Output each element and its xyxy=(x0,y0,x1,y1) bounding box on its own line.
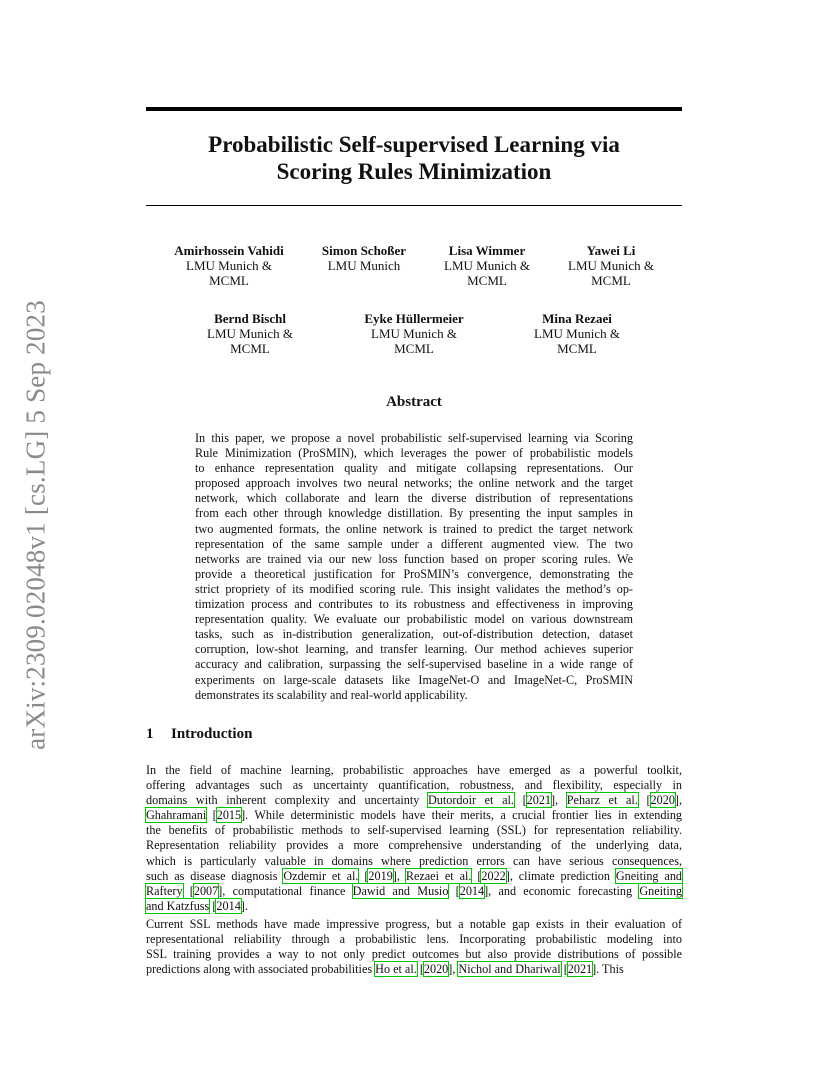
text-run: domains with inherent complexity and uncertainty xyxy=(146,793,428,808)
citation-link[interactable]: Ho et al. xyxy=(375,962,417,977)
abstract-line: corruption, low-shot learning, and transfer learning. Our method achieves superior xyxy=(195,642,633,657)
abstract-line: Rule Minimization (ProSMIN), which leverages the power of probabilistic models xyxy=(195,446,633,461)
author-affiliation: MCML xyxy=(467,273,507,288)
text-run: ]. This xyxy=(592,962,624,977)
section-number: 1 xyxy=(146,726,154,742)
abstract-line: In this paper, we propose a novel probabilistic self-supervised learning via Scoring xyxy=(195,431,633,445)
abstract-line: accuracy and calibration, surpassing the self-supervised baseline in a wide range of xyxy=(195,657,633,672)
text-run: [ xyxy=(560,962,568,977)
citation-link[interactable]: Rezaei et al. xyxy=(405,868,472,883)
title-top-rule xyxy=(146,107,682,111)
author-name: Lisa Wimmer xyxy=(448,243,526,258)
title-line: Scoring Rules Minimization xyxy=(276,159,552,184)
title-bottom-rule xyxy=(146,205,682,206)
abstract-line: network, which collaborate and learn the diverse distribution of representations xyxy=(195,491,633,506)
citation-link[interactable]: Dutordoir et al. xyxy=(427,793,514,808)
paragraph-line xyxy=(146,869,682,884)
text-run: ]. While deterministic models have their merits, a crucial frontier lies in extending xyxy=(241,808,683,823)
text-run: [ xyxy=(448,883,460,898)
author-block xyxy=(309,243,419,273)
paragraph-line xyxy=(146,947,682,962)
author-affiliation: LMU Munich & xyxy=(534,326,620,341)
text-run: In the field of machine learning, probabilistic approaches have emerged as a powerful toolkit, xyxy=(146,763,682,777)
abstract-line: experiments on large-scale datasets like ImageNet-O and ImageNet-C, ProSMIN xyxy=(195,672,633,687)
citation-link[interactable]: 2007 xyxy=(193,883,219,898)
paragraph-line xyxy=(146,962,682,977)
author-block xyxy=(349,311,479,356)
arxiv-side-stamp xyxy=(21,295,51,755)
text-run: ], and economic forecasting xyxy=(484,883,640,898)
author-affiliation: LMU Munich & xyxy=(186,258,272,273)
text-run: SSL training provides a way to not only predict outcomes but also provide distributions of possible xyxy=(146,947,682,962)
paragraph-line xyxy=(146,884,682,899)
citation-link[interactable]: 2021 xyxy=(526,793,552,808)
author-block xyxy=(174,243,284,288)
abstract-body xyxy=(195,431,633,703)
citation-link[interactable]: Nichol and Dhariwal xyxy=(458,962,561,977)
text-run: [ xyxy=(206,808,217,823)
abstract-heading: Abstract xyxy=(386,394,442,410)
abstract-line: networks are trained via our new loss function based on proper scoring rules. We xyxy=(195,551,633,566)
text-run: representational reliability through a probabilistic lens. Incorporating probabilistic modeling into xyxy=(146,932,682,947)
text-run: [ xyxy=(416,962,424,977)
author-affiliation: MCML xyxy=(209,273,249,288)
citation-link[interactable]: 2014 xyxy=(216,898,241,913)
paragraph-line xyxy=(146,917,682,932)
text-run: ], xyxy=(551,793,567,808)
citation-link[interactable]: and Katzfuss xyxy=(146,898,210,913)
citation-link[interactable]: Gneiting and xyxy=(615,868,683,883)
author-affiliation: MCML xyxy=(557,341,597,356)
author-affiliation: MCML xyxy=(230,341,270,356)
text-run: offering advantages such as uncertainty quantification, robustness, and flexibility, especially in xyxy=(146,778,682,793)
section-title: Introduction xyxy=(171,726,253,742)
citation-link[interactable]: 2014 xyxy=(459,883,485,898)
citation-link[interactable]: 2020 xyxy=(423,962,449,977)
author-block xyxy=(556,243,666,288)
author-affiliation: LMU Munich xyxy=(327,258,401,273)
author-name: Eyke Hüllermeier xyxy=(364,311,464,326)
abstract-line: proposed approach involves two neural networks; the online network and the target xyxy=(195,476,633,491)
text-run: ], computational finance xyxy=(218,883,353,898)
citation-link[interactable]: 2021 xyxy=(567,962,593,977)
text-run: which is particularly valuable in domains where prediction errors can have serious consequences, xyxy=(146,853,682,868)
author-name: Yawei Li xyxy=(586,243,636,258)
paragraph-line xyxy=(146,808,682,823)
author-affiliation: MCML xyxy=(394,341,434,356)
abstract-line: representation quality. We evaluate our probabilistic model on various downstream xyxy=(195,612,633,627)
paragraph-line xyxy=(146,763,682,778)
author-name: Bernd Bischl xyxy=(214,311,286,326)
author-block xyxy=(195,311,305,356)
text-run: ], xyxy=(674,793,683,808)
citation-link[interactable]: Dawid and Musio xyxy=(352,883,449,898)
paragraph-line xyxy=(146,899,682,914)
text-run: [ xyxy=(182,883,194,898)
paragraph-line xyxy=(146,838,682,853)
text-run: [ xyxy=(358,868,369,883)
paragraph-line xyxy=(146,854,682,869)
abstract-line: timization process and contributes to its robustness and effectiveness in improving xyxy=(195,597,633,612)
author-affiliation: MCML xyxy=(591,273,631,288)
paragraph-line xyxy=(146,823,682,838)
text-run: ]. xyxy=(240,898,248,913)
author-affiliation: LMU Munich & xyxy=(371,326,457,341)
text-run: such as disease diagnosis xyxy=(146,868,284,883)
citation-link[interactable]: Peharz et al. xyxy=(566,793,638,808)
citation-link[interactable]: 2022 xyxy=(481,868,506,883)
author-name: Mina Rezaei xyxy=(542,311,612,326)
abstract-line: provide a theoretical justification for ProSMIN’s convergence, demonstrating the xyxy=(195,566,633,581)
citation-link[interactable]: Raftery xyxy=(146,883,183,898)
author-affiliation: LMU Munich & xyxy=(207,326,293,341)
text-run: [ xyxy=(513,793,527,808)
text-run: [ xyxy=(637,793,651,808)
citation-link[interactable]: Ghahramani xyxy=(146,808,207,823)
abstract-line: from each other through knowledge distillation. By presenting the input samples in xyxy=(195,506,633,521)
text-run: Representation reliability provides a more comprehensive understanding of the underlying data, xyxy=(146,838,682,853)
abstract-line: two augmented formats, the online network is trained to predict the target network xyxy=(195,521,633,536)
paragraph-line xyxy=(146,793,682,808)
text-run: [ xyxy=(471,868,482,883)
text-run: Current SSL methods have made impressive progress, but a notable gap exists in their evaluation of xyxy=(146,917,682,931)
text-run: ], climate prediction xyxy=(505,868,616,883)
text-run: the benefits of probabilistic methods to self-supervised learning (SSL) for representation reliability. xyxy=(146,823,682,838)
abstract-line: strict propriety of its modified scoring rule. This insight validates the method’s op- xyxy=(195,581,633,596)
title-line: Probabilistic Self-supervised Learning via xyxy=(208,132,620,157)
author-block xyxy=(432,243,542,288)
author-name: Simon Schoßer xyxy=(321,243,407,258)
citation-link[interactable]: Gneiting xyxy=(639,883,682,898)
abstract-line: representation of the same sample under a different augmented view. The two xyxy=(195,536,633,551)
citation-link[interactable]: 2019 xyxy=(368,868,393,883)
text-run: [ xyxy=(209,898,217,913)
text-run: predictions along with associated probabilities xyxy=(146,962,376,977)
paper-title xyxy=(146,131,682,185)
arxiv-identifier: arXiv:2309.02048v1 [cs.LG] 5 Sep 2023 xyxy=(20,300,51,750)
author-name: Amirhossein Vahidi xyxy=(174,243,284,258)
text-run: ], xyxy=(448,962,459,977)
section-heading xyxy=(146,726,252,743)
author-affiliation: LMU Munich & xyxy=(444,258,530,273)
intro-paragraph xyxy=(146,763,682,914)
author-block xyxy=(522,311,632,356)
paragraph-line xyxy=(146,932,682,947)
citation-link[interactable]: 2015 xyxy=(216,808,242,823)
citation-link[interactable]: Ozdemir et al. xyxy=(283,868,359,883)
intro-paragraph xyxy=(146,917,682,977)
abstract-line: to enhance representation quality and mitigate collapsing representations. Our xyxy=(195,461,633,476)
paragraph-line xyxy=(146,778,682,793)
abstract-line: demonstrates its scalability and real-world applicability. xyxy=(195,687,468,702)
citation-link[interactable]: 2020 xyxy=(650,793,675,808)
abstract-line: tasks, such as in-distribution generalization, out-of-distribution detection, dataset xyxy=(195,627,633,642)
text-run: ], xyxy=(392,868,406,883)
author-affiliation: LMU Munich & xyxy=(568,258,654,273)
